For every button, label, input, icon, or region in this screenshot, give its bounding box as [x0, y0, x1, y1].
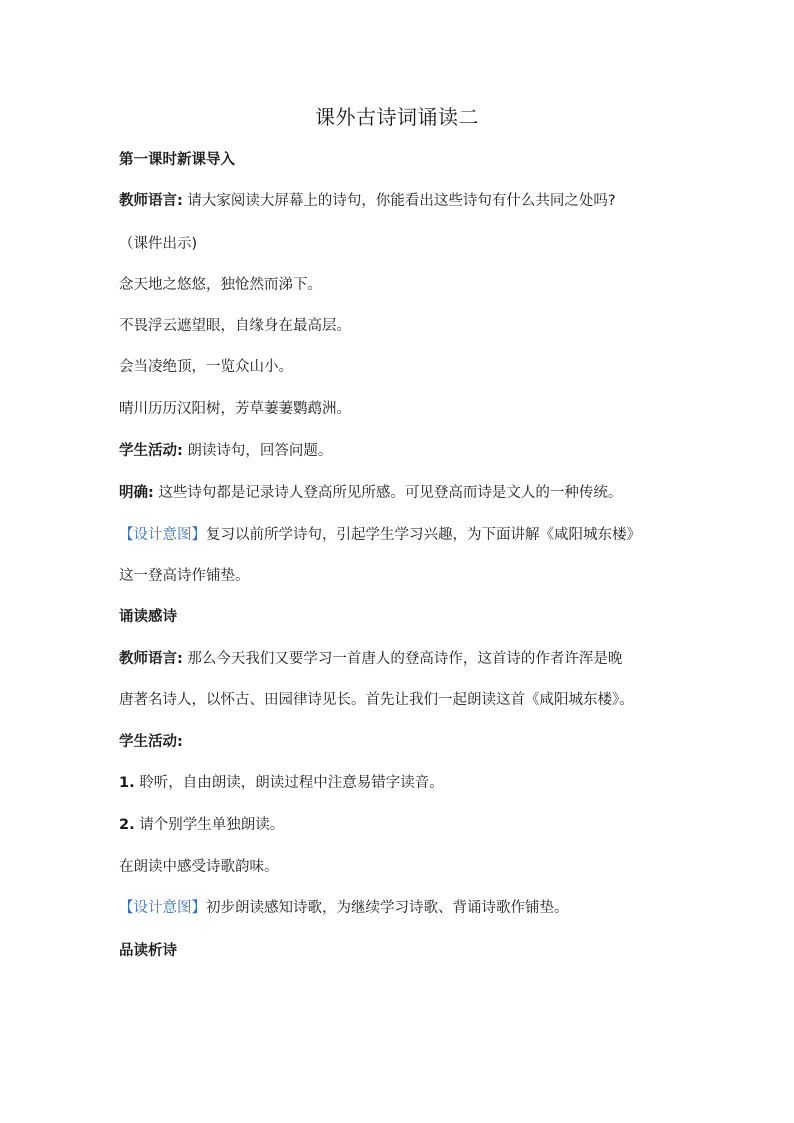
design-intent-text: 复习以前所学诗句，引起学生学习兴趣，为下面讲解《咸阳城东楼》	[206, 527, 641, 543]
section-heading-recite: 诵读感诗	[119, 609, 177, 625]
answer-text: 这些诗句都是记录诗人登高所见所感。可见登高而诗是文人的一种传统。	[153, 485, 623, 501]
student-activity-heading-2: 学生活动:	[119, 734, 183, 750]
student-activity-label: 学生活动:	[119, 443, 183, 459]
student-activity-paragraph-1	[119, 441, 709, 461]
reading-feel-note: 在朗读中感受诗歌韵味。	[119, 859, 279, 875]
poem-line-4: 晴川历历汉阳树，芳草萋萋鹦鹉洲。	[119, 401, 351, 417]
teacher-speech-paragraph-2	[119, 649, 709, 669]
step-number: 2.	[119, 817, 135, 833]
teacher-speech-label: 教师语言:	[119, 193, 183, 209]
answer-paragraph	[119, 483, 709, 503]
activity-step-1	[119, 773, 709, 793]
section-heading-intro: 第一课时新课导入	[119, 152, 235, 168]
page-title: 课外古诗词诵读二	[315, 105, 479, 129]
step-text: 聆听，自由朗读，朗读过程中注意易错字读音。	[134, 775, 444, 791]
teacher-speech-label: 教师语言:	[119, 651, 183, 667]
step-text: 请个别学生单独朗读。	[134, 817, 285, 833]
teacher-speech-paragraph-1	[119, 191, 709, 211]
design-intent-label: 【设计意图】	[119, 527, 206, 543]
courseware-note: （课件出示)	[119, 236, 198, 252]
answer-label: 明确:	[119, 485, 154, 501]
section-heading-analyze: 品读析诗	[119, 943, 177, 959]
design-intent-continuation-1: 这一登高诗作铺垫。	[119, 568, 250, 584]
design-intent-label: 【设计意图】	[119, 900, 206, 916]
poem-line-3: 会当凌绝顶，一览众山小。	[119, 359, 293, 375]
teacher-speech-text: 那么今天我们又要学习一首唐人的登高诗作，这首诗的作者许浑是晚	[182, 651, 623, 667]
design-intent-text: 初步朗读感知诗歌，为继续学习诗歌、背诵诗歌作铺垫。	[206, 900, 569, 916]
teacher-speech-continuation-2: 唐著名诗人，以怀古、田园律诗见长。首先让我们一起朗读这首《咸阳城东楼》。	[119, 692, 634, 708]
step-number: 1.	[119, 775, 135, 791]
student-activity-text: 朗读诗句，回答问题。	[182, 443, 333, 459]
poem-line-2: 不畏浮云遮望眼，自缘身在最高层。	[119, 318, 351, 334]
design-intent-paragraph-1	[119, 525, 709, 545]
activity-step-2	[119, 815, 709, 835]
design-intent-paragraph-2	[119, 898, 709, 918]
teacher-speech-text: 请大家阅读大屏幕上的诗句，你能看出这些诗句有什么共同之处吗?	[182, 193, 616, 209]
poem-line-1: 念天地之悠悠，独怆然而涕下。	[119, 277, 322, 293]
